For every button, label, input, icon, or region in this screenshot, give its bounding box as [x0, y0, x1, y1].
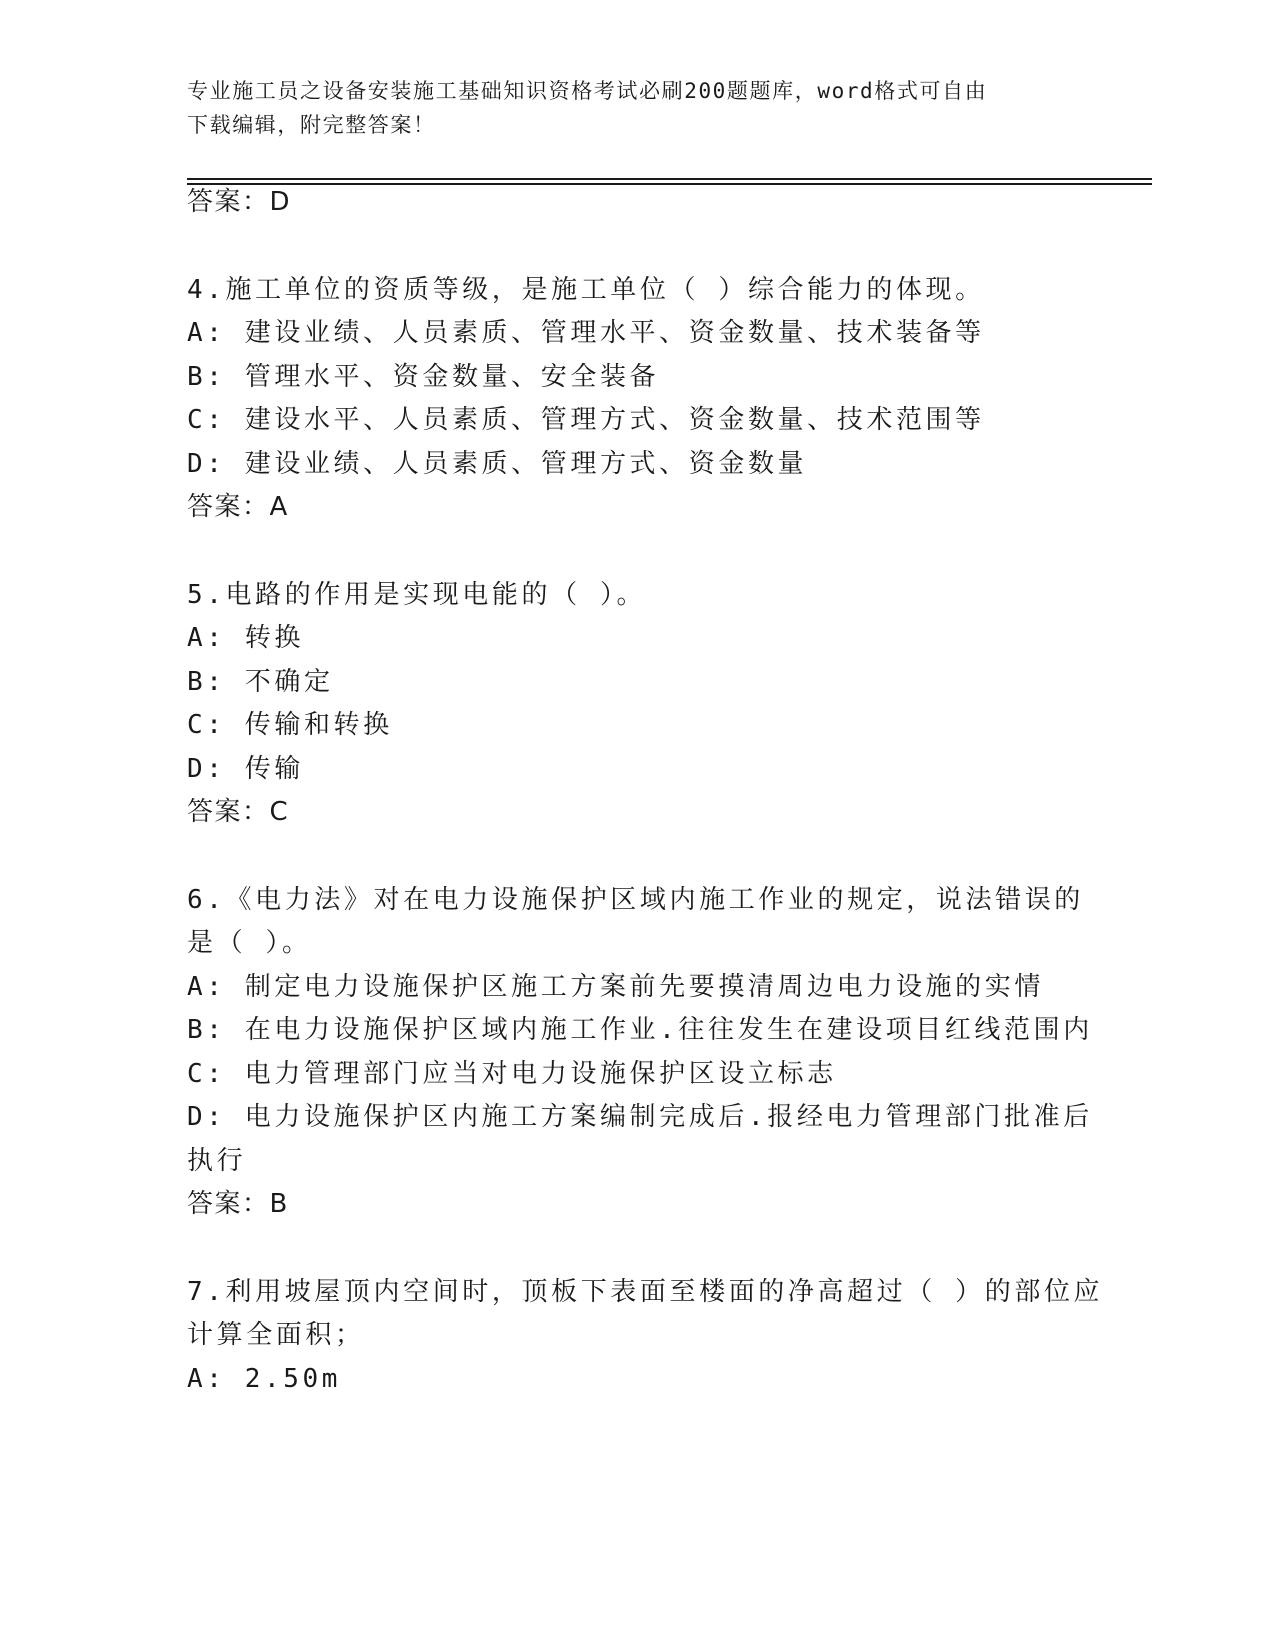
question-6-option-b: B: 在电力设施保护区域内施工作业.往往发生在建设项目红线范围内 [187, 1015, 1093, 1045]
answer-q6: 答案：B [187, 1189, 289, 1219]
answer-q3: 答案：D [187, 187, 292, 217]
question-4-option-c: C: 建设水平、人员素质、管理方式、资金数量、技术范围等 [187, 405, 985, 435]
header-rule-top [187, 178, 1152, 180]
document-header [187, 74, 1067, 142]
header-line-1: 专业施工员之设备安装施工基础知识资格考试必刷200题题库，word格式可自由 [187, 79, 988, 103]
header-rule-bottom [187, 183, 1152, 185]
question-6-option-a: A: 制定电力设施保护区施工方案前先要摸清周边电力设施的实情 [187, 972, 1044, 1002]
question-4-option-b: B: 管理水平、资金数量、安全装备 [187, 362, 660, 392]
header-line-2: 下载编辑，附完整答案！ [187, 113, 436, 137]
answer-q4: 答案：A [187, 492, 289, 522]
answer-q5: 答案：C [187, 797, 290, 827]
question-6-option-d-line-2: 执行 [187, 1146, 247, 1176]
question-5-option-d: D: 传输 [187, 754, 304, 784]
question-7-text-line-2: 计算全面积； [187, 1320, 365, 1350]
question-4-option-d: D: 建设业绩、人员素质、管理方式、资金数量 [187, 449, 808, 479]
question-7-option-a: A: 2.50m [187, 1364, 342, 1394]
question-5-option-c: C: 传输和转换 [187, 710, 393, 740]
question-4-option-a: A: 建设业绩、人员素质、管理水平、资金数量、技术装备等 [187, 318, 985, 348]
question-6-text-line-2: 是（ ）。 [187, 928, 312, 958]
question-6-text-line-1: 6.《电力法》对在电力设施保护区域内施工作业的规定，说法错误的 [187, 885, 1084, 915]
question-4-text: 4.施工单位的资质等级，是施工单位（ ）综合能力的体现。 [187, 275, 985, 305]
question-5-text: 5.电路的作用是实现电能的（ ）。 [187, 580, 647, 610]
question-7-text-line-1: 7.利用坡屋顶内空间时，顶板下表面至楼面的净高超过（ ）的部位应 [187, 1277, 1104, 1307]
question-6-option-d-line-1: D: 电力设施保护区内施工方案编制完成后.报经电力管理部门批准后 [187, 1102, 1093, 1132]
question-6-option-c: C: 电力管理部门应当对电力设施保护区设立标志 [187, 1059, 837, 1089]
question-5-option-b: B: 不确定 [187, 667, 334, 697]
question-5-option-a: A: 转换 [187, 623, 304, 653]
